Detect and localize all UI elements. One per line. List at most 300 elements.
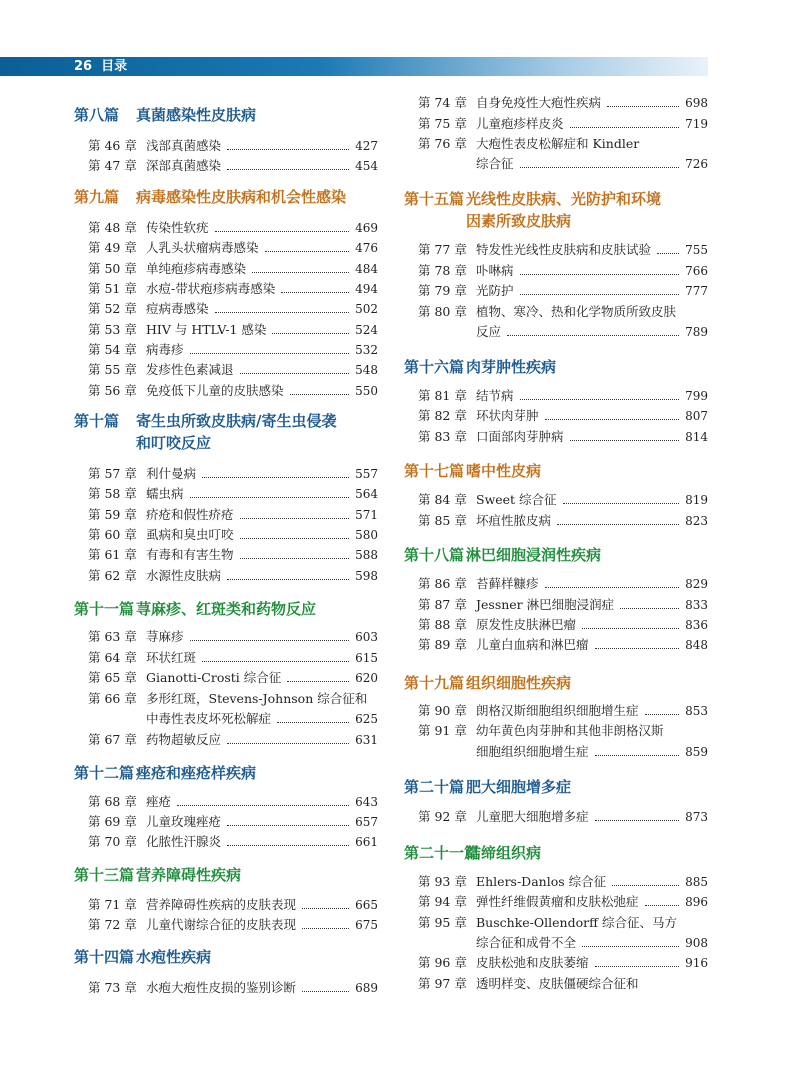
- dot-leader: [612, 885, 679, 886]
- part-title: 病毒感染性皮肤病和机会性感染: [136, 188, 347, 206]
- chapter-number: 第 88 章: [418, 617, 467, 632]
- dot-leader: [595, 755, 680, 756]
- chapter-title: Ehlers-Danlos 综合征: [476, 874, 607, 889]
- toc-entry[interactable]: [418, 892, 708, 912]
- chapter-title: 传染性软疣: [146, 220, 209, 235]
- dot-leader: [520, 294, 680, 295]
- chapter-title: 坏疽性脓皮病: [476, 513, 552, 528]
- page-ref: 502: [355, 302, 378, 316]
- chapter-title: 结节病: [476, 388, 514, 403]
- dot-leader: [281, 292, 349, 293]
- dot-leader: [177, 805, 349, 806]
- part-title: 淋巴细胞浸润性疾病: [466, 546, 602, 564]
- page-ref: 908: [685, 936, 708, 950]
- dot-leader: [227, 845, 349, 846]
- page-ref: 603: [355, 630, 378, 644]
- toc-entry[interactable]: [88, 505, 378, 525]
- part-title: 寄生虫所致皮肤病/寄生虫侵袭: [136, 412, 337, 430]
- page-ref: 859: [685, 745, 708, 759]
- dot-leader: [240, 373, 350, 374]
- dot-leader: [657, 253, 679, 254]
- dot-leader: [240, 558, 350, 559]
- dot-leader: [545, 419, 680, 420]
- chapter-number: 第 93 章: [418, 874, 467, 889]
- toc-entry[interactable]: [88, 915, 378, 935]
- chapter-number: 第 94 章: [418, 894, 467, 909]
- chapter-title: 发疹性色素减退: [146, 362, 234, 377]
- chapter-number: 第 47 章: [88, 158, 137, 173]
- chapter-title: 免疫低下儿童的皮肤感染: [146, 383, 284, 398]
- chapter-title: 儿童肥大细胞增多症: [476, 809, 589, 824]
- dot-leader: [240, 538, 350, 539]
- toc-entry[interactable]: [88, 566, 378, 586]
- toc-entry[interactable]: [88, 259, 378, 279]
- chapter-number: 第 54 章: [88, 342, 137, 357]
- toc-entry[interactable]: [88, 484, 378, 504]
- toc-entry[interactable]: [88, 279, 378, 299]
- dot-leader: [252, 272, 349, 273]
- page-ref: 719: [685, 117, 708, 131]
- chapter-title: 光防护: [476, 283, 514, 298]
- chapter-title: 幼年黄色肉芽肿和其他非朗格汉斯: [476, 723, 664, 738]
- chapter-number: 第 60 章: [88, 527, 137, 542]
- page-ref: 625: [355, 712, 378, 726]
- part-title: 结缔组织病: [466, 844, 542, 862]
- chapter-number: 第 58 章: [88, 486, 137, 501]
- chapter-title: 营养障碍性疾病的皮肤表现: [146, 897, 297, 912]
- chapter-number: 第 80 章: [418, 304, 467, 319]
- dot-leader: [302, 928, 349, 929]
- page-ref: 777: [685, 284, 708, 298]
- page-ref: 661: [355, 835, 378, 849]
- dot-leader: [645, 905, 680, 906]
- chapter-number: 第 76 章: [418, 136, 467, 151]
- toc-entry[interactable]: [88, 689, 378, 709]
- header-title: 目录: [101, 59, 128, 74]
- dot-leader: [202, 477, 349, 478]
- dot-leader: [563, 503, 680, 504]
- chapter-title: 朗格汉斯细胞组织细胞增生症: [476, 703, 639, 718]
- toc-entry[interactable]: [88, 381, 378, 401]
- dot-leader: [202, 661, 349, 662]
- chapter-number: 第 48 章: [88, 220, 137, 235]
- part-label: 第十四篇: [74, 948, 135, 966]
- page-ref: 620: [355, 671, 378, 685]
- part-label: 第十六篇: [404, 358, 465, 376]
- chapter-number: 第 50 章: [88, 261, 137, 276]
- chapter-number: 第 81 章: [418, 388, 467, 403]
- part-title: 真菌感染性皮肤病: [136, 106, 257, 124]
- toc-entry-continued[interactable]: [476, 933, 708, 953]
- page-ref: 494: [355, 282, 378, 296]
- part-title: 嗜中性皮病: [466, 462, 542, 480]
- page-ref: 885: [685, 875, 708, 889]
- page-ref: 799: [685, 389, 708, 403]
- page-ref: 454: [355, 159, 378, 173]
- toc-entry[interactable]: [88, 668, 378, 688]
- toc-entry[interactable]: [88, 156, 378, 176]
- chapter-title: 单纯疱疹病毒感染: [146, 261, 247, 276]
- chapter-title: HIV 与 HTLV-1 感染: [146, 322, 267, 337]
- chapter-title-continued: 综合征: [476, 156, 514, 171]
- chapter-number: 第 84 章: [418, 492, 467, 507]
- page-ref: 853: [685, 704, 708, 718]
- toc-entry[interactable]: [418, 913, 708, 933]
- dot-leader: [287, 681, 349, 682]
- chapter-number: 第 77 章: [418, 242, 467, 257]
- page-ref: 689: [355, 981, 378, 995]
- part-label: 第二十篇: [404, 778, 465, 796]
- chapter-title: 有毒和有害生物: [146, 547, 234, 562]
- part-label: 第九篇: [74, 188, 120, 206]
- chapter-title: 病毒疹: [146, 342, 184, 357]
- part-title: 肉芽肿性疾病: [466, 358, 557, 376]
- chapter-title: 透明样变、皮肤僵硬综合征和: [476, 976, 639, 991]
- chapter-title: 人乳头状瘤病毒感染: [146, 240, 259, 255]
- toc-entry[interactable]: [418, 953, 708, 973]
- dot-leader: [227, 169, 349, 170]
- page-ref: 615: [355, 651, 378, 665]
- toc-entry[interactable]: [88, 545, 378, 565]
- toc-entry-continued[interactable]: [476, 322, 708, 342]
- chapter-number: 第 46 章: [88, 138, 137, 153]
- chapter-title: Gianotti-Crosti 综合征: [146, 670, 282, 685]
- chapter-title: 儿童疱疹样皮炎: [476, 116, 564, 131]
- toc-entry[interactable]: [88, 730, 378, 750]
- page-ref: 571: [355, 508, 378, 522]
- dot-leader: [620, 608, 679, 609]
- chapter-title: 蠕虫病: [146, 486, 184, 501]
- dot-leader: [520, 167, 680, 168]
- page-ref: 766: [685, 264, 708, 278]
- chapter-number: 第 87 章: [418, 597, 467, 612]
- chapter-number: 第 73 章: [88, 980, 137, 995]
- chapter-number: 第 66 章: [88, 691, 137, 706]
- chapter-title: 痤疮: [146, 794, 172, 809]
- chapter-title: 儿童白血病和淋巴瘤: [476, 637, 589, 652]
- page-ref: 427: [355, 139, 378, 153]
- dot-leader: [240, 518, 350, 519]
- toc-entry[interactable]: [418, 240, 708, 260]
- dot-leader: [215, 231, 350, 232]
- dot-leader: [227, 149, 349, 150]
- chapter-title: 水痘-带状疱疹病毒感染: [146, 281, 276, 296]
- part-title: 光线性皮肤病、光防护和环境: [466, 190, 662, 208]
- toc-entry[interactable]: [88, 299, 378, 319]
- chapter-number: 第 78 章: [418, 263, 467, 278]
- chapter-title: 儿童玫瑰痤疮: [146, 814, 222, 829]
- dot-leader: [582, 628, 679, 629]
- page-ref: 836: [685, 618, 708, 632]
- toc-entry[interactable]: [88, 895, 378, 915]
- chapter-title: 化脓性汗腺炎: [146, 834, 222, 849]
- chapter-number: 第 67 章: [88, 732, 137, 747]
- toc-entry[interactable]: [88, 832, 378, 852]
- dot-leader: [190, 497, 350, 498]
- toc-entry[interactable]: [88, 218, 378, 238]
- chapter-title: 植物、寒冷、热和化学物质所致皮肤: [476, 304, 677, 319]
- page-ref: 598: [355, 569, 378, 583]
- dot-leader: [227, 579, 349, 580]
- part-title: 营养障碍性疾病: [136, 866, 242, 884]
- page-ref: 873: [685, 810, 708, 824]
- toc-entry[interactable]: [418, 511, 708, 531]
- toc-entry[interactable]: [418, 114, 708, 134]
- dot-leader: [520, 399, 680, 400]
- page-ref: 789: [685, 325, 708, 339]
- toc-entry[interactable]: [418, 701, 708, 721]
- chapter-number: 第 72 章: [88, 917, 137, 932]
- page-ref: 550: [355, 384, 378, 398]
- chapter-number: 第 85 章: [418, 513, 467, 528]
- chapter-title: 苔藓样糠疹: [476, 576, 539, 591]
- chapter-title: 疥疮和假性疥疮: [146, 507, 234, 522]
- chapter-number: 第 97 章: [418, 976, 467, 991]
- chapter-number: 第 55 章: [88, 362, 137, 377]
- dot-leader: [607, 106, 679, 107]
- toc-entry[interactable]: [88, 978, 378, 998]
- chapter-title: 药物超敏反应: [146, 732, 222, 747]
- part-title-continued: 和叮咬反应: [136, 434, 212, 452]
- toc-entry[interactable]: [418, 281, 708, 301]
- chapter-number: 第 91 章: [418, 723, 467, 738]
- chapter-title: 利什曼病: [146, 466, 197, 481]
- chapter-number: 第 62 章: [88, 568, 137, 583]
- chapter-number: 第 51 章: [88, 281, 137, 296]
- toc-entry[interactable]: [88, 627, 378, 647]
- page-ref: 896: [685, 895, 708, 909]
- chapter-title: 特发性光线性皮肤病和皮肤试验: [476, 242, 652, 257]
- dot-leader: [190, 353, 350, 354]
- toc-entry[interactable]: [418, 635, 708, 655]
- chapter-number: 第 64 章: [88, 650, 137, 665]
- chapter-number: 第 79 章: [418, 283, 467, 298]
- dot-leader: [645, 714, 680, 715]
- toc-entry[interactable]: [418, 615, 708, 635]
- page-ref: 484: [355, 262, 378, 276]
- part-label: 第十九篇: [404, 674, 465, 692]
- chapter-number: 第 74 章: [418, 95, 467, 110]
- page-ref: 829: [685, 577, 708, 591]
- page-ref: 564: [355, 487, 378, 501]
- part-label: 第十八篇: [404, 546, 465, 564]
- page-ref: 755: [685, 243, 708, 257]
- page-ref: 823: [685, 514, 708, 528]
- chapter-number: 第 59 章: [88, 507, 137, 522]
- page-ref: 524: [355, 323, 378, 337]
- chapter-number: 第 52 章: [88, 301, 137, 316]
- dot-leader: [595, 966, 680, 967]
- toc-entry[interactable]: [418, 595, 708, 615]
- chapter-title: Buschke-Ollendorff 综合征、马方: [476, 915, 677, 930]
- page-ref: 916: [685, 956, 708, 970]
- part-label: 第十篇: [74, 412, 120, 430]
- part-title: 组织细胞性疾病: [466, 674, 572, 692]
- chapter-title: 原发性皮肤淋巴瘤: [476, 617, 577, 632]
- toc-entry[interactable]: [418, 721, 708, 741]
- chapter-number: 第 83 章: [418, 429, 467, 444]
- toc-entry[interactable]: [418, 406, 708, 426]
- page-number: 26: [74, 59, 93, 74]
- toc-entry[interactable]: [88, 464, 378, 484]
- dot-leader: [277, 722, 349, 723]
- toc-entry[interactable]: [418, 386, 708, 406]
- toc-entry[interactable]: [418, 574, 708, 594]
- page-ref: 631: [355, 733, 378, 747]
- dot-leader: [302, 908, 349, 909]
- dot-leader: [595, 820, 680, 821]
- chapter-title: 痘病毒感染: [146, 301, 209, 316]
- page-ref: 469: [355, 221, 378, 235]
- toc-entry-continued[interactable]: [476, 154, 708, 174]
- chapter-title: 大疱性表皮松解症和 Kindler: [476, 136, 640, 151]
- dot-leader: [190, 640, 350, 641]
- toc-entry-continued[interactable]: [146, 709, 378, 729]
- part-label: 第十七篇: [404, 462, 465, 480]
- chapter-number: 第 96 章: [418, 955, 467, 970]
- dot-leader: [272, 333, 349, 334]
- chapter-title: 皮肤松弛和皮肤萎缩: [476, 955, 589, 970]
- toc-entry[interactable]: [88, 525, 378, 545]
- page-ref: 665: [355, 898, 378, 912]
- page-ref: 548: [355, 363, 378, 377]
- dot-leader: [302, 991, 349, 992]
- toc-entry[interactable]: [418, 93, 708, 113]
- toc-entry[interactable]: [88, 320, 378, 340]
- page-ref: 657: [355, 815, 378, 829]
- chapter-number: 第 82 章: [418, 408, 467, 423]
- dot-leader: [570, 127, 680, 128]
- page-ref: 819: [685, 493, 708, 507]
- toc-entry[interactable]: [418, 974, 708, 994]
- dot-leader: [507, 335, 679, 336]
- chapter-number: 第 56 章: [88, 383, 137, 398]
- chapter-title: 环状肉芽肿: [476, 408, 539, 423]
- part-title: 肥大细胞增多症: [466, 778, 572, 796]
- chapter-title-continued: 细胞组织细胞增生症: [476, 744, 589, 759]
- chapter-title-continued: 综合征和成骨不全: [476, 935, 577, 950]
- part-title: 荨麻疹、红斑类和药物反应: [136, 600, 317, 618]
- toc-entry[interactable]: [418, 302, 708, 322]
- chapter-title: 自身免疫性大疱性疾病: [476, 95, 602, 110]
- toc-entry[interactable]: [88, 238, 378, 258]
- chapter-number: 第 65 章: [88, 670, 137, 685]
- chapter-title: 多形红斑，Stevens-Johnson 综合征和: [146, 691, 368, 706]
- chapter-title: 环状红斑: [146, 650, 197, 665]
- page-ref: 698: [685, 96, 708, 110]
- chapter-title-continued: 中毒性表皮坏死松解症: [146, 711, 272, 726]
- dot-leader: [227, 825, 349, 826]
- part-label: 第十五篇: [404, 190, 465, 208]
- dot-leader: [520, 274, 680, 275]
- page-ref: 675: [355, 918, 378, 932]
- toc-entry[interactable]: [418, 261, 708, 281]
- part-label: 第二十一篇: [404, 844, 480, 862]
- chapter-title: 弹性纤维假黄瘤和皮肤松弛症: [476, 894, 639, 909]
- toc-entry[interactable]: [418, 134, 708, 154]
- dot-leader: [582, 946, 679, 947]
- page-ref: 807: [685, 409, 708, 423]
- page-ref: 833: [685, 598, 708, 612]
- toc-entry[interactable]: [418, 490, 708, 510]
- chapter-title: 卟啉病: [476, 263, 514, 278]
- page-ref: 557: [355, 467, 378, 481]
- toc-entry[interactable]: [88, 136, 378, 156]
- part-label: 第十二篇: [74, 764, 135, 782]
- part-title: 水疱性疾病: [136, 948, 212, 966]
- chapter-number: 第 86 章: [418, 576, 467, 591]
- dot-leader: [545, 587, 680, 588]
- part-label: 第十三篇: [74, 866, 135, 884]
- chapter-title: Jessner 淋巴细胞浸润症: [476, 597, 615, 612]
- dot-leader: [215, 312, 350, 313]
- chapter-title: 浅部真菌感染: [146, 138, 222, 153]
- page-ref: 814: [685, 430, 708, 444]
- toc-entry[interactable]: [88, 812, 378, 832]
- chapter-number: 第 53 章: [88, 322, 137, 337]
- part-label: 第十一篇: [74, 600, 135, 618]
- chapter-title: 荨麻疹: [146, 629, 184, 644]
- running-header: [74, 57, 127, 76]
- page-ref: 580: [355, 528, 378, 542]
- chapter-number: 第 63 章: [88, 629, 137, 644]
- toc-entry-continued[interactable]: [476, 742, 708, 762]
- toc-entry[interactable]: [88, 648, 378, 668]
- page-ref: 588: [355, 548, 378, 562]
- page-ref: 726: [685, 157, 708, 171]
- page-ref: 476: [355, 241, 378, 255]
- chapter-number: 第 70 章: [88, 834, 137, 849]
- part-title-continued: 因素所致皮肤病: [466, 212, 572, 230]
- page-ref: 532: [355, 343, 378, 357]
- chapter-number: 第 68 章: [88, 794, 137, 809]
- chapter-number: 第 71 章: [88, 897, 137, 912]
- toc-entry[interactable]: [88, 360, 378, 380]
- toc-entry[interactable]: [418, 872, 708, 892]
- toc-entry[interactable]: [88, 792, 378, 812]
- toc-entry[interactable]: [88, 340, 378, 360]
- chapter-number: 第 49 章: [88, 240, 137, 255]
- chapter-title: 水源性皮肤病: [146, 568, 222, 583]
- page-ref: 848: [685, 638, 708, 652]
- chapter-title: 水疱大疱性皮损的鉴别诊断: [146, 980, 297, 995]
- chapter-number: 第 95 章: [418, 915, 467, 930]
- dot-leader: [290, 394, 350, 395]
- dot-leader: [265, 251, 350, 252]
- chapter-title: 虱病和臭虫叮咬: [146, 527, 234, 542]
- chapter-number: 第 92 章: [418, 809, 467, 824]
- chapter-number: 第 61 章: [88, 547, 137, 562]
- dot-leader: [570, 440, 680, 441]
- part-title: 痤疮和痤疮样疾病: [136, 764, 257, 782]
- chapter-title: 深部真菌感染: [146, 158, 222, 173]
- chapter-number: 第 57 章: [88, 466, 137, 481]
- chapter-number: 第 75 章: [418, 116, 467, 131]
- toc-entry[interactable]: [418, 427, 708, 447]
- chapter-title: 口面部肉芽肿病: [476, 429, 564, 444]
- chapter-number: 第 90 章: [418, 703, 467, 718]
- page-ref: 643: [355, 795, 378, 809]
- toc-entry[interactable]: [418, 807, 708, 827]
- chapter-number: 第 69 章: [88, 814, 137, 829]
- part-label: 第八篇: [74, 106, 120, 124]
- dot-leader: [595, 648, 680, 649]
- chapter-title-continued: 反应: [476, 324, 502, 339]
- dot-leader: [557, 524, 679, 525]
- chapter-number: 第 89 章: [418, 637, 467, 652]
- chapter-title: Sweet 综合征: [476, 492, 557, 507]
- chapter-title: 儿童代谢综合征的皮肤表现: [146, 917, 297, 932]
